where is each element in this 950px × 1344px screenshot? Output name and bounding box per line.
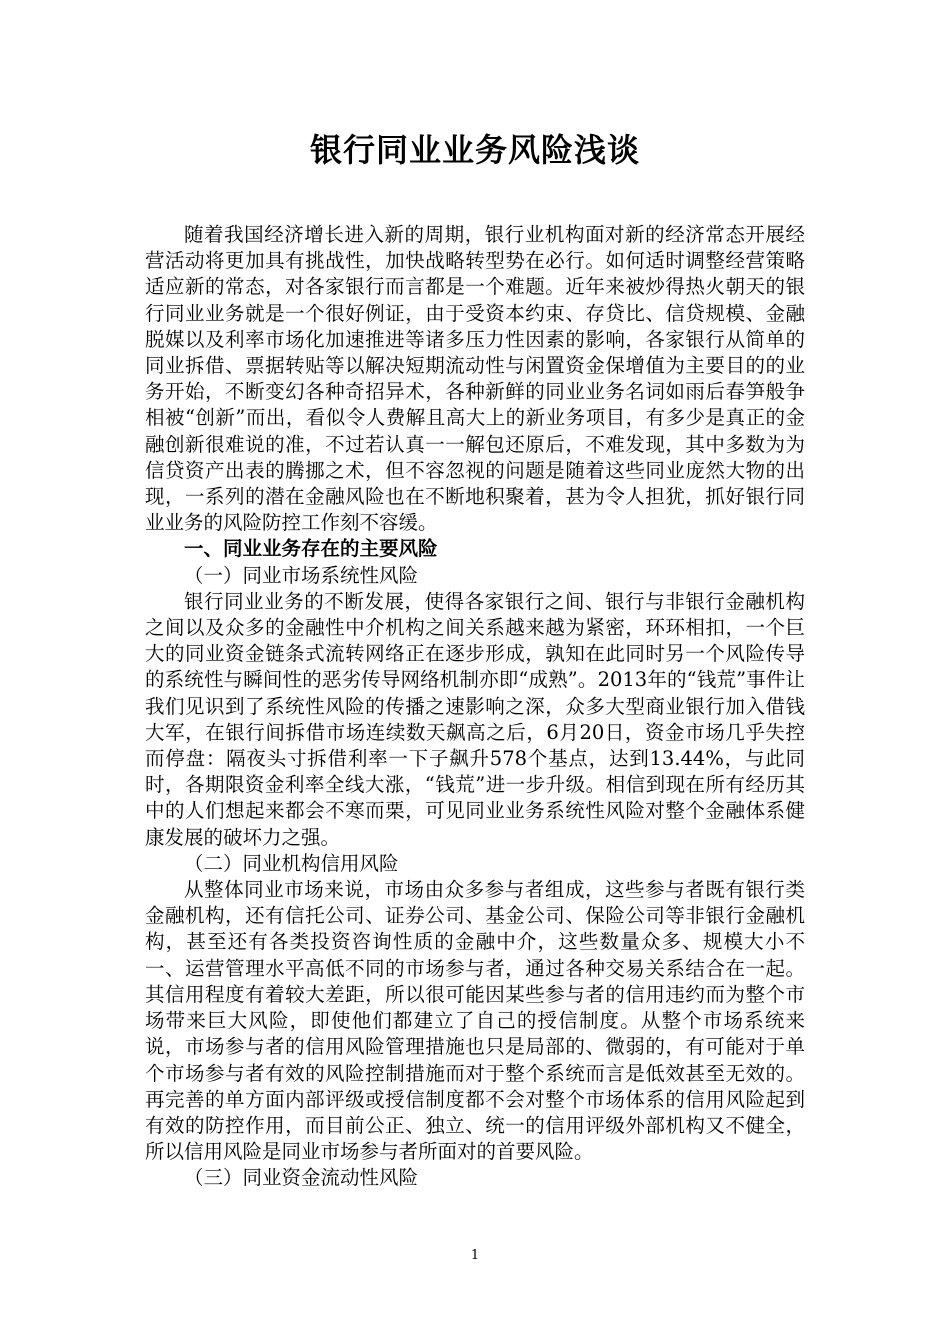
subheading-credit-risk: （二）同业机构信用风险 — [184, 851, 399, 875]
page-number: 1 — [470, 1248, 480, 1263]
subheading-systemic-risk: （一）同业市场系统性风险 — [184, 563, 419, 587]
document-title: 银行同业业务风险浅谈 — [309, 131, 640, 169]
paragraph-intro: 随着我国经济增长进入新的周期，银行业机构面对新的经济常态开展经营活动将更加具有挑战性，加快战略转型势在必行。如何适时调整经营策略适应新的常态，对各家银行而言都是一个难题。近年来被炒得热火朝天的银行同业业务就是一个很好例证，由于受资本约束、存贷比、信贷规模、金融脱媒以及利率市场化加速推进等诸多压力性因素的影响，各家银行从简单的同业拆借、票据转贴等以解决短期流动性与闲置资金保增值为主要目的的业务开始，不断变幻各种奇招异术，各种新鲜的同业业务名词如雨后春笋般争相被“创新”而出，看似令人费解且高大上的新业务项目，有多少是真正的金融创新很难说的准，不过若认真一一解包还原后，不难发现，其中多数为为信贷资产出表的腾挪之术，但不容忽视的问题是随着这些同业庞然大物的出现，一系列的潜在金融风险也在不断地积聚着，甚为令人担犹，抓好银行同业业务的风险防控工作刻不容缓。 — [145, 223, 805, 535]
paragraph-systemic-risk: 银行同业业务的不断发展，使得各家银行之间、银行与非银行金融机构之间以及众多的金融性中介机构之间关系越来越为紧密，环环相扣，一个巨大的同业资金链条式流转网络正在逐步形成，孰知在此同时另一个风险传导的系统性与瞬间性的恶劣传导网络机制亦即“成熟”。2013年的“钱荒”事件让我们见识到了系统性风险的传播之速影响之深，众多大型商业银行加入借钱大军，在银行间拆借市场连续数天飙高之后，6月20日，资金市场几乎失控而停盘：隔夜头寸拆借利率一下子飙升578个基点，达到13.44%，与此同时，各期限资金利率全线大涨，“钱荒”进一步升级。相信到现在所有经历其中的人们想起来都会不寒而栗，可见同业业务系统性风险对整个金融体系健康发展的破坏力之强。 — [145, 589, 805, 849]
paragraph-credit-risk: 从整体同业市场来说，市场由众多参与者组成，这些参与者既有银行类金融机构，还有信托公司、证券公司、基金公司、保险公司等非银行金融机构，甚至还有各类投资咨询性质的金融中介，这些数量众多、规模大小不一、运营管理水平高低不同的市场参与者，通过各种交易关系结合在一起。其信用程度有着较大差距，所以很可能因某些参与者的信用违约而为整个市场带来巨大风险，即使他们都建立了自己的授信制度。从整个市场系统来说，市场参与者的信用风险管理措施也只是局部的、微弱的，有可能对于单个市场参与者有效的风险控制措施而对于整个系统而言是低效甚至无效的。再完善的单方面内部评级或授信制度都不会对整个市场体系的信用风险起到有效的防控作用，而目前公正、独立、统一的信用评级外部机构又不健全，所以信用风险是同业市场参与者所面对的首要风险。 — [145, 878, 805, 1164]
subheading-liquidity-risk: （三）同业资金流动性风险 — [184, 1166, 419, 1190]
document-body — [145, 222, 805, 1192]
section-heading-main-risks: 一、同业业务存在的主要风险 — [184, 537, 438, 561]
